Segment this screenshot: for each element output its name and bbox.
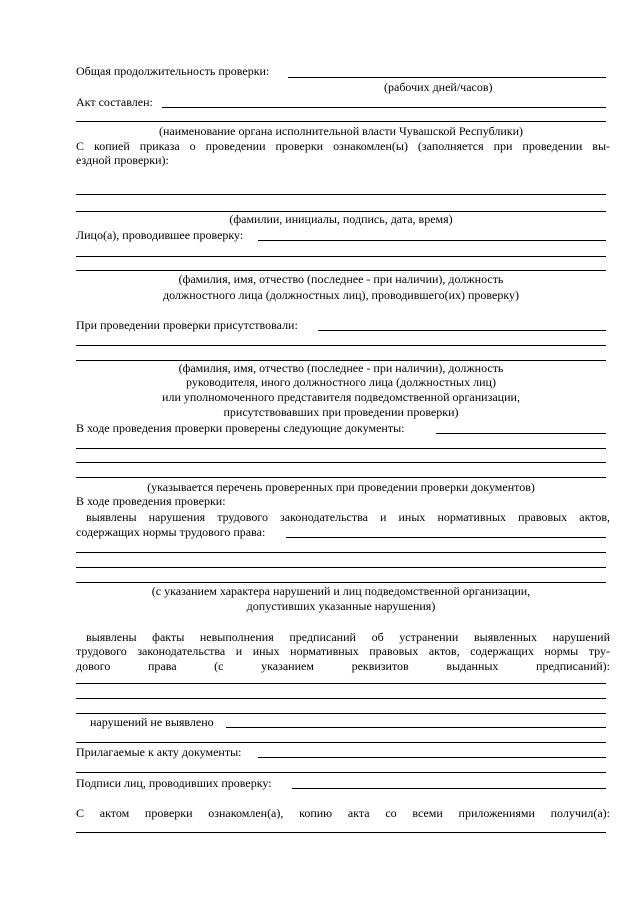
inspector-field[interactable] <box>258 240 606 241</box>
act-label: Акт составлен: <box>76 95 153 109</box>
violations-field-3[interactable] <box>76 567 606 568</box>
copy-field-1[interactable] <box>76 194 606 195</box>
present-label: При проведении проверки присутствовали: <box>76 318 298 332</box>
signatures-field[interactable] <box>292 788 606 789</box>
no-violations-field[interactable] <box>226 727 606 728</box>
duration-field[interactable] <box>288 77 606 78</box>
attached-field[interactable] <box>258 757 606 758</box>
attached-field-2[interactable] <box>76 772 606 773</box>
present-field[interactable] <box>318 330 606 331</box>
no-violations-field-2[interactable] <box>76 742 606 743</box>
present-hint-4: присутствовавших при проведении проверки) <box>223 405 459 419</box>
duration-hint: (рабочих дней/часов) <box>384 80 493 94</box>
organ-hint: (наименование органа исполнительной власти Чувашской Республики) <box>158 124 524 138</box>
violations-line-2: содержащих нормы трудового права: <box>76 525 266 539</box>
orders-line-3: дового права (с указанием реквизитов выданных предписаний): <box>76 659 610 673</box>
violations-field-2[interactable] <box>76 552 606 553</box>
docs-label: В ходе проведения проверки проверены следующие документы: <box>76 421 405 435</box>
duration-label: Общая продолжительность проверки: <box>76 64 270 78</box>
inspector-field-2[interactable] <box>76 256 606 257</box>
act-compiled-field[interactable] <box>162 107 606 108</box>
violations-field-4[interactable] <box>76 582 606 583</box>
copy-line-2: ездной проверки): <box>76 153 169 167</box>
present-hint-3: или уполномоченного представителя подведомственной организации, <box>162 390 520 404</box>
names-hint: (фамилии, инициалы, подпись, дата, время) <box>229 212 453 226</box>
violations-line-1: выявлены нарушения трудового законодательства и иных нормативных правовых актов, <box>86 510 610 524</box>
orders-field-1[interactable] <box>76 683 606 684</box>
inspector-hint-2: должностного лица (должностных лиц), проводившего(их) проверку) <box>162 288 519 302</box>
orders-line-2: трудового законодательства и иных нормативных правовых актов, содержащих нормы тру- <box>76 644 610 658</box>
no-violations-label: нарушений не выявлено <box>90 715 214 729</box>
copy-line-1: С копией приказа о проведении проверки ознакомлен(ы) (заполняется при проведении вы- <box>76 139 610 153</box>
present-field-2[interactable] <box>76 345 606 346</box>
inspector-hint-1: (фамилия, имя, отчество (последнее - при наличии), должность <box>178 272 504 286</box>
docs-field-4[interactable] <box>76 477 606 478</box>
signatures-label: Подписи лиц, проводивших проверку: <box>76 776 272 790</box>
violations-field[interactable] <box>286 537 606 538</box>
docs-field-3[interactable] <box>76 462 606 463</box>
violations-hint-1: (с указанием характера нарушений и лиц подведомственной организации, <box>151 584 531 598</box>
docs-field-2[interactable] <box>76 448 606 449</box>
ack-line: С актом проверки ознакомлен(а), копию акта со всеми приложениями получил(а): <box>76 806 610 820</box>
docs-field[interactable] <box>436 433 606 434</box>
present-hint-1: (фамилия, имя, отчество (последнее - при наличии), должность <box>178 361 504 375</box>
violations-hint-2: допустивших указанные нарушения) <box>246 599 436 613</box>
docs-hint: (указывается перечень проверенных при проведении проверки документов) <box>147 480 535 494</box>
during-label: В ходе проведения проверки: <box>76 494 226 508</box>
inspector-field-3[interactable] <box>76 270 606 271</box>
inspector-label: Лицо(а), проводившее проверку: <box>76 228 244 242</box>
orders-field-2[interactable] <box>76 698 606 699</box>
attached-label: Прилагаемые к акту документы: <box>76 745 242 759</box>
orders-line-1: выявлены факты невыполнения предписаний об устранении выявленных нарушений <box>86 630 610 644</box>
present-hint-2: руководителя, иного должностного лица (должностных лиц) <box>186 375 496 389</box>
act-compiled-field-2[interactable] <box>76 121 606 122</box>
ack-field[interactable] <box>76 832 606 833</box>
orders-field-3[interactable] <box>76 713 606 714</box>
